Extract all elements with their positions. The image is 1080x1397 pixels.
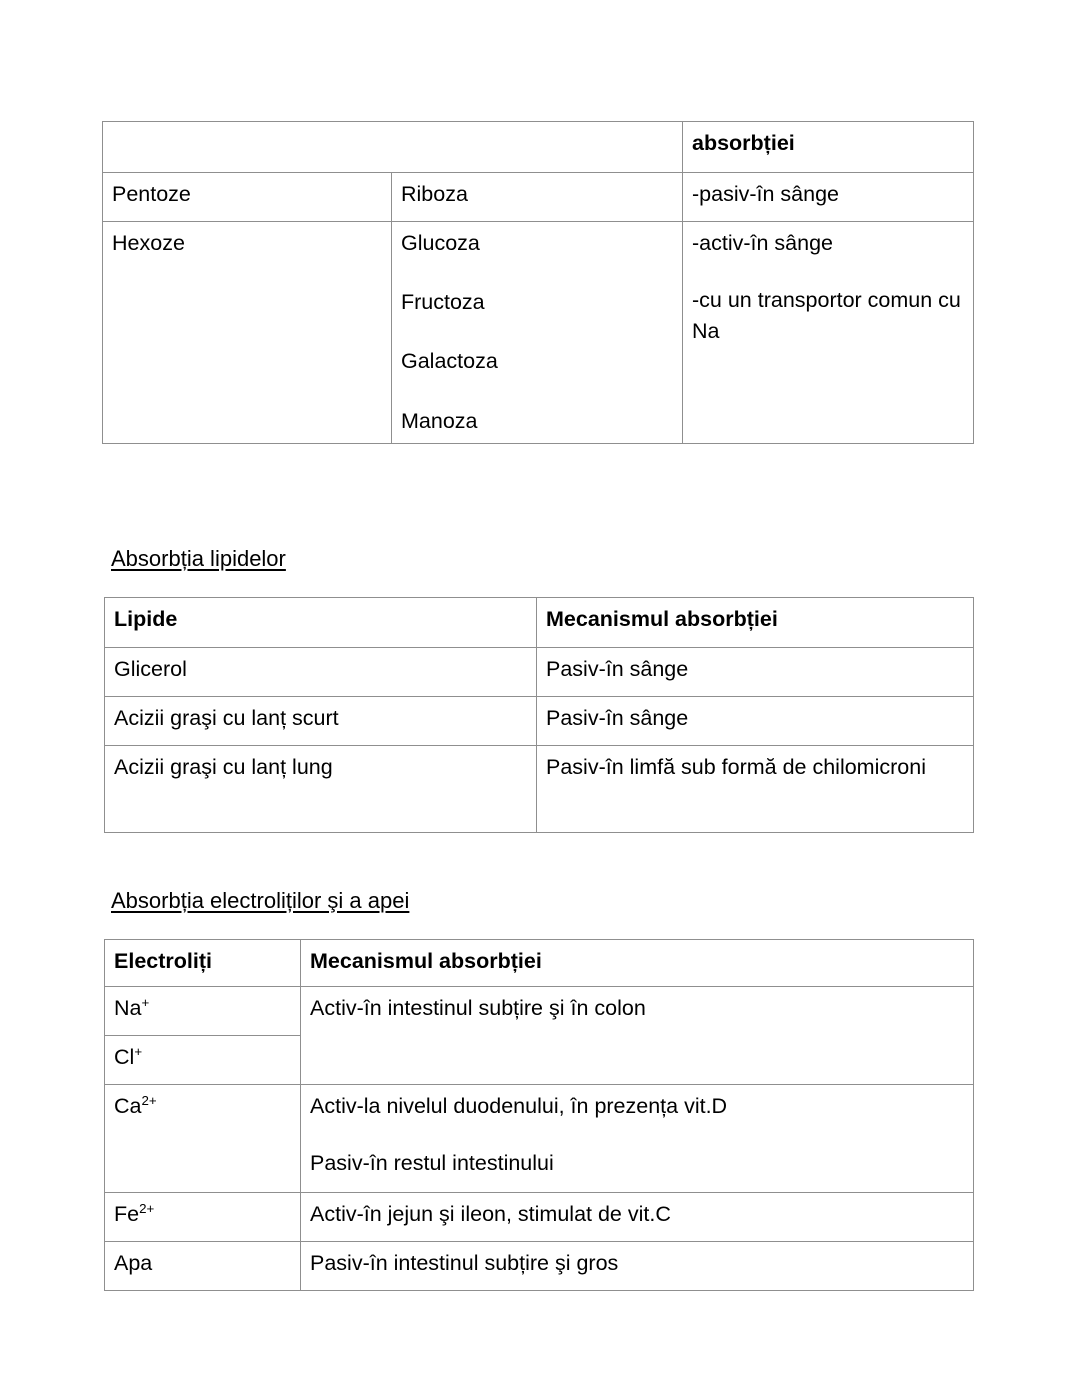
table-row (103, 122, 974, 173)
table-row (105, 940, 974, 987)
electrolyte-symbol-fe: Fe (114, 1202, 140, 1226)
carbohydrate-substances-hexoze (392, 222, 683, 444)
electrolyte-mechanism-ca-line-2: Pasiv-în restul intestinului (310, 1151, 554, 1176)
electrolyte-mechanism-na-cl (301, 987, 974, 1085)
electrolyte-name-fe (105, 1193, 301, 1242)
carbohydrates-header-blank (103, 122, 683, 173)
electrolyte-name-na (105, 987, 301, 1036)
table-row (103, 173, 974, 222)
electrolyte-mechanism-apa: Pasiv-în intestinul subțire şi gros (301, 1242, 974, 1291)
electrolyte-name-cl (105, 1036, 301, 1085)
table-row (105, 1242, 974, 1291)
table-row (105, 1193, 974, 1242)
table-row (103, 222, 974, 444)
section-heading-electrolytes: Absorbția electroliților şi a apei (111, 888, 410, 913)
carbohydrate-mechanism-line-1: -activ-în sânge (692, 231, 834, 255)
electrolyte-symbol-ca: Ca (114, 1094, 142, 1118)
table-row (105, 987, 974, 1036)
electrolyte-charge-cl: + (134, 1043, 143, 1059)
electrolyte-mechanism-ca (301, 1085, 974, 1193)
electrolytes-table (104, 939, 974, 1291)
lipid-mechanism-glicerol: Pasiv-în sânge (537, 648, 974, 697)
lipids-header-lipide: Lipide (105, 598, 537, 648)
table-row (105, 598, 974, 648)
electrolyte-name-ca (105, 1085, 301, 1193)
electrolyte-symbol-cl: Cl (114, 1045, 135, 1069)
electrolyte-mechanism-fe: Activ-în jejun şi ileon, stimulat de vit.C (301, 1193, 974, 1242)
lipids-header-mechanism: Mecanismul absorbției (537, 598, 974, 648)
carbohydrate-substance-glucoza: Glucoza (401, 231, 480, 255)
carbohydrate-mechanism-pentoze: -pasiv-în sânge (683, 173, 974, 222)
lipids-table (104, 597, 974, 833)
electrolyte-mechanism-line-na: Activ-în intestinul subțire şi în colon (310, 996, 646, 1020)
carbohydrate-group-pentoze: Pentoze (103, 173, 392, 222)
table-row (105, 648, 974, 697)
table-row (105, 1085, 974, 1193)
lipid-mechanism-acizi-lant-lung: Pasiv-în limfă sub formă de chilomicroni (537, 746, 974, 833)
electrolyte-charge-fe: 2+ (139, 1200, 155, 1216)
table-row (105, 697, 974, 746)
carbohydrate-substance-manoza: Manoza (401, 408, 478, 433)
electrolyte-symbol-apa: Apa (114, 1251, 153, 1275)
carbohydrate-mechanism-line-2: -cu un transportor comun cu Na (692, 288, 961, 344)
carbohydrates-header-mechanism: absorbției (683, 122, 974, 173)
electrolyte-mechanism-ca-line-1: Activ-la nivelul duodenului, în prezența vit.D (310, 1094, 728, 1118)
section-heading-lipids: Absorbția lipidelor (111, 546, 286, 571)
lipid-name-acizi-lant-scurt: Acizii graşi cu lanț scurt (105, 697, 537, 746)
carbohydrate-substance-galactoza: Galactoza (401, 349, 498, 374)
electrolyte-charge-na: + (141, 994, 150, 1010)
carbohydrate-substance-riboza: Riboza (392, 173, 683, 222)
table-row (105, 746, 974, 833)
carbohydrate-mechanism-hexoze (683, 222, 974, 444)
electrolytes-header-electroliti: Electroliți (105, 940, 301, 987)
electrolyte-charge-ca: 2+ (141, 1092, 157, 1108)
lipid-name-glicerol: Glicerol (105, 648, 537, 697)
electrolyte-symbol-na: Na (114, 996, 142, 1020)
lipid-name-acizi-lant-lung: Acizii graşi cu lanț lung (105, 746, 537, 833)
electrolyte-name-apa (105, 1242, 301, 1291)
lipid-mechanism-acizi-lant-scurt: Pasiv-în sânge (537, 697, 974, 746)
carbohydrates-table (102, 121, 974, 444)
carbohydrate-substance-fructoza: Fructoza (401, 290, 485, 315)
electrolytes-header-mechanism: Mecanismul absorbției (301, 940, 974, 987)
carbohydrate-group-hexoze: Hexoze (103, 222, 392, 444)
